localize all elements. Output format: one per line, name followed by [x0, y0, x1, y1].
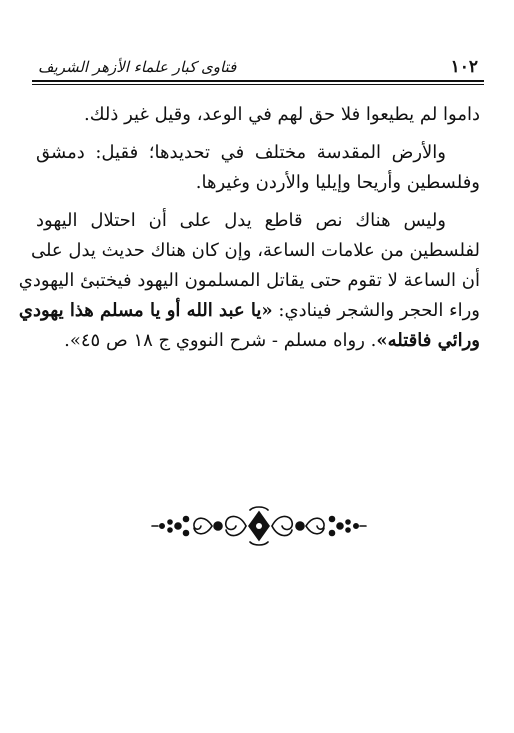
body-text — [18, 100, 480, 356]
line-4-plain-text: وراء الحجر والشجر فينادي: — [272, 300, 480, 321]
paragraph-2-line-1: والأرض المقدسة مختلف في تحديدها؛ فقيل: دمشق — [36, 142, 446, 163]
header-rule — [32, 80, 484, 82]
running-title: فتاوى كبار علماء الأزهر الشريف — [38, 58, 237, 76]
paragraph-3-line-4 — [18, 296, 480, 326]
paragraph-3-line-2: لفلسطين من علامات الساعة، وإن كان هناك حديث يدل على — [30, 240, 480, 261]
citation-text: . رواه مسلم - شرح النووي ج ١٨ ص ٤٥». — [64, 330, 377, 351]
page-header — [32, 52, 484, 86]
paragraph-3-line-1: وليس هناك نص قاطع يدل على أن احتلال اليهود — [36, 210, 446, 231]
hadith-quote-part-1: «يا عبد الله أو يا مسلم هذا يهودي — [18, 300, 273, 321]
paragraph-3-line-3: أن الساعة لا تقوم حتى يقاتل المسلمون اليهود فيختبئ اليهودي — [18, 270, 480, 291]
floral-divider-ornament-icon — [150, 504, 368, 548]
paragraph-2-line-2: وفلسطين وأريحا وإيليا والأردن وغيرها. — [195, 172, 480, 193]
paragraph-3-line-5 — [36, 326, 480, 356]
header-rule-thin — [32, 84, 484, 85]
page-number: ١٠٢ — [450, 57, 478, 77]
paragraph-1-line-1: داموا لم يطيعوا فلا حق لهم في الوعد، وقيل غير ذلك. — [84, 104, 480, 125]
hadith-quote-part-2: ورائي فاقتله» — [376, 330, 480, 351]
